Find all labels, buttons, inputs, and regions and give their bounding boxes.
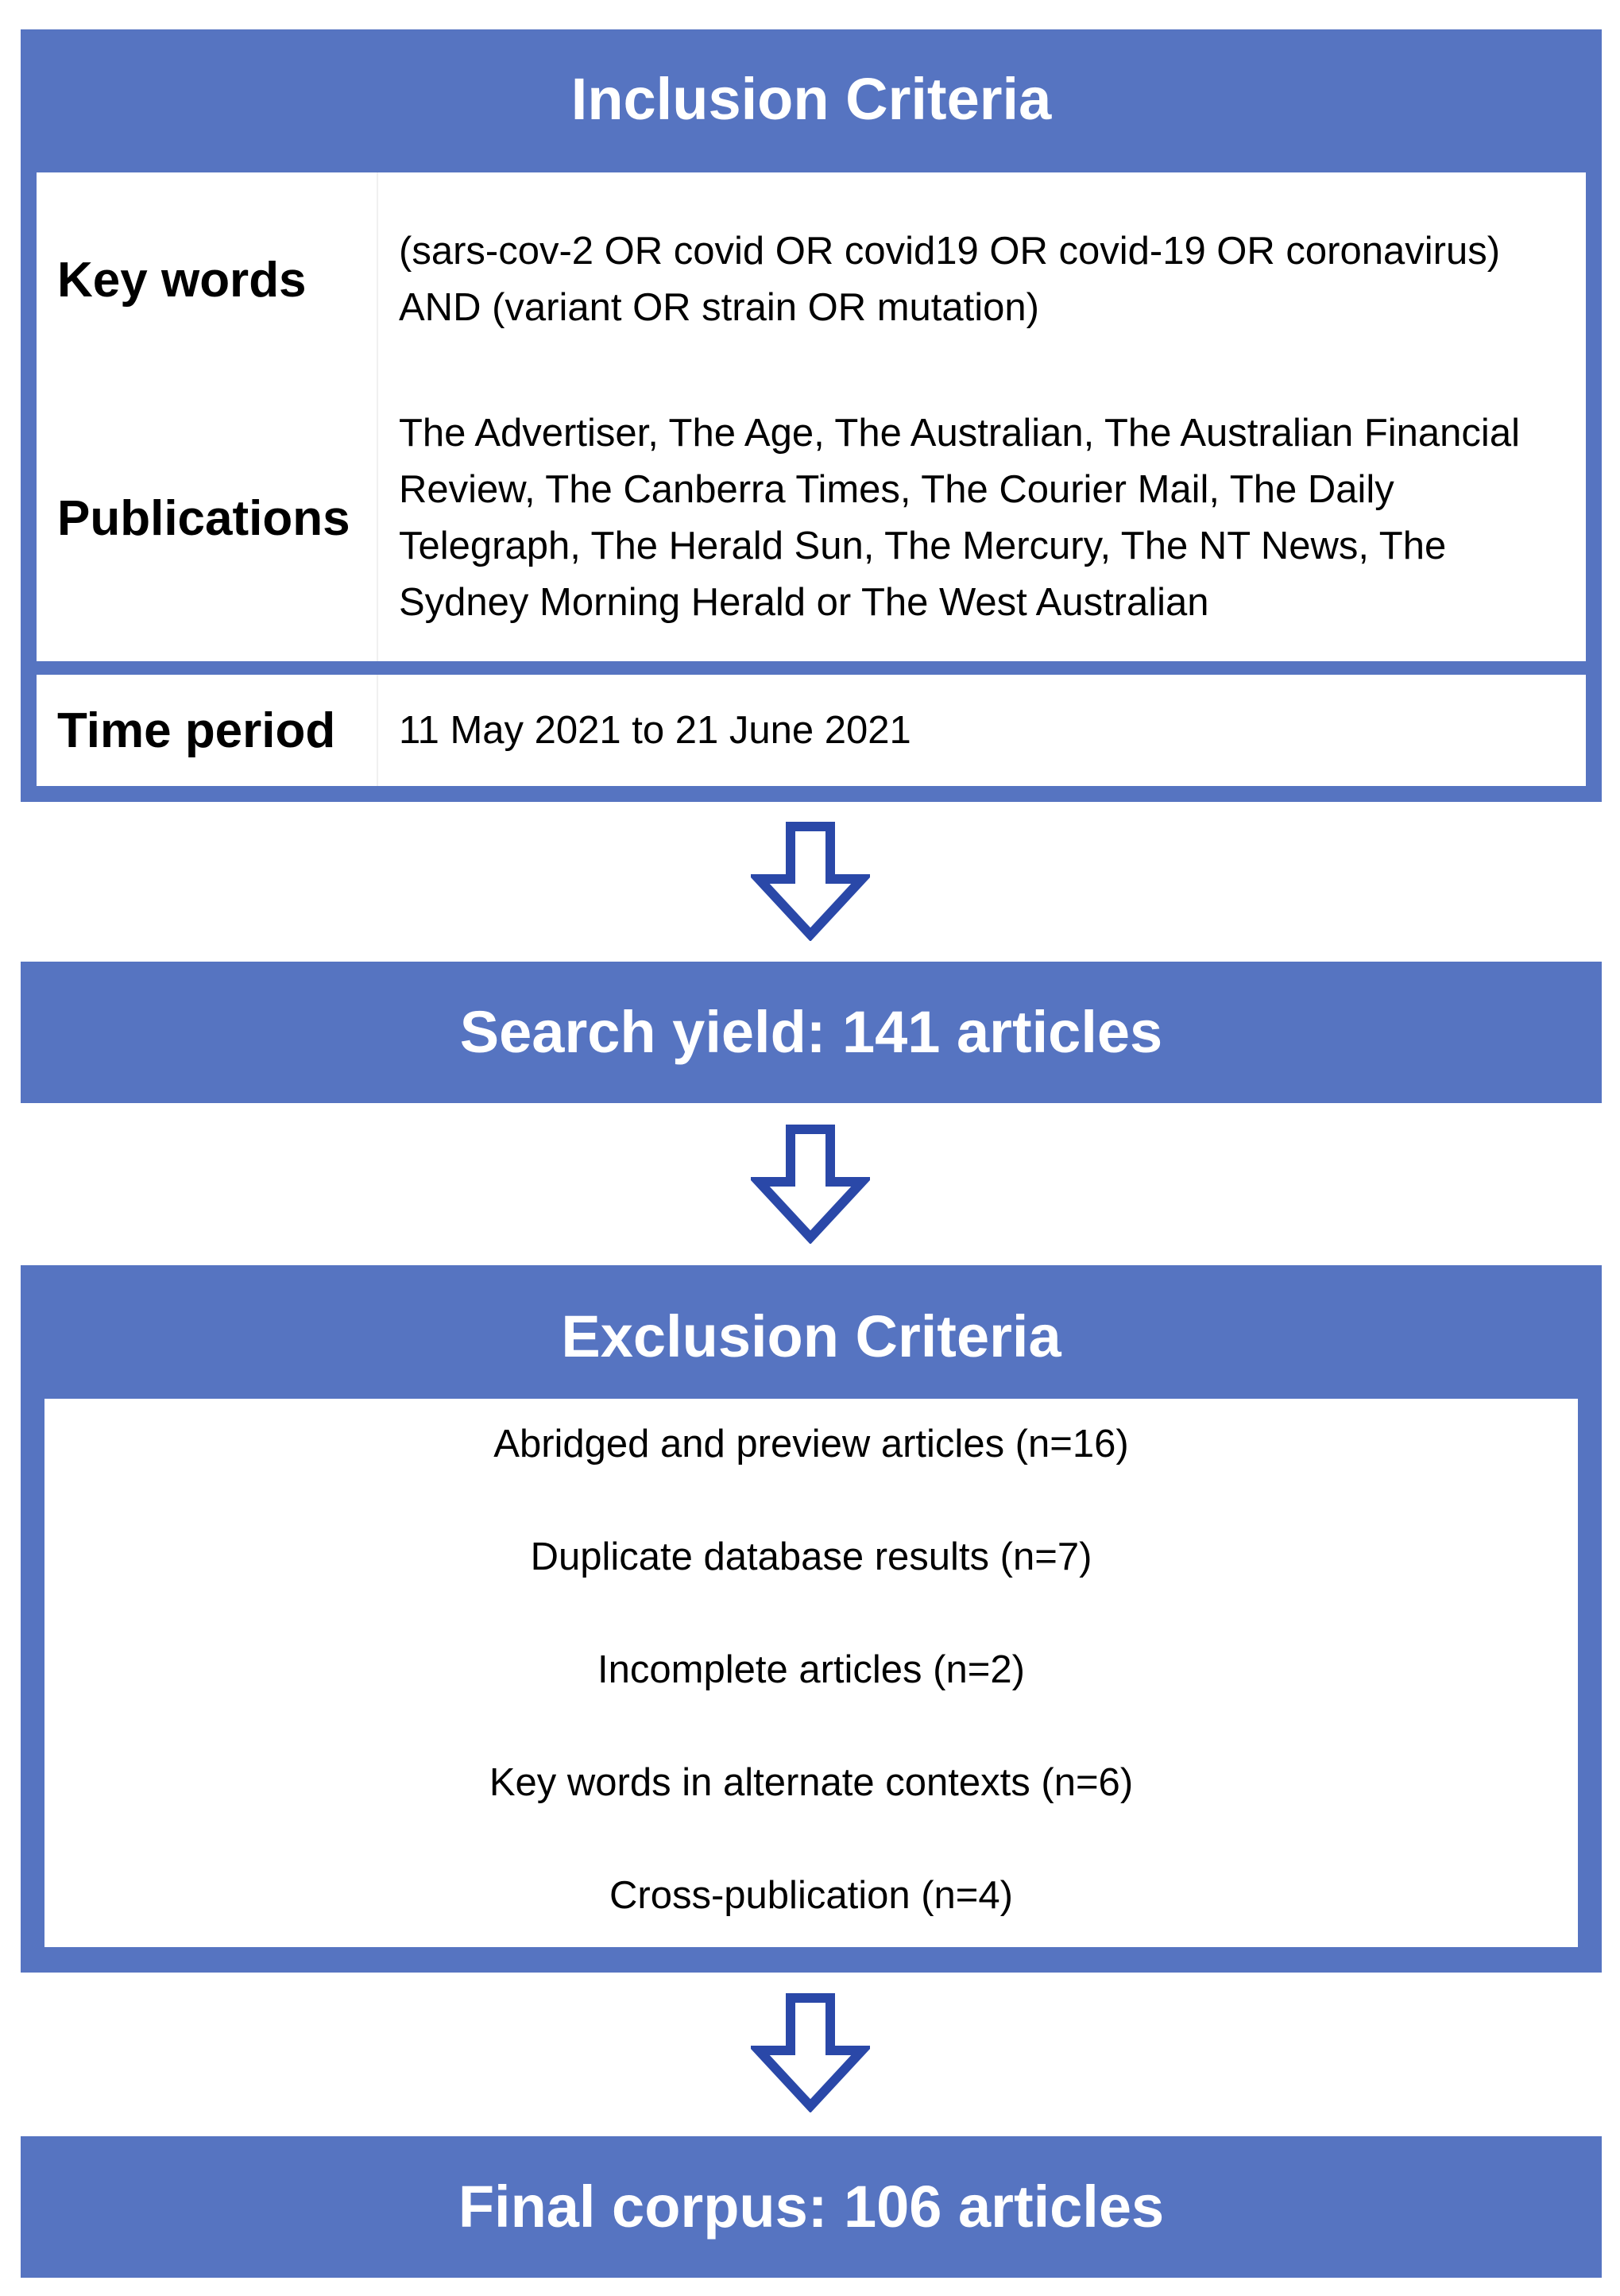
time-period-value: 11 May 2021 to 21 June 2021	[399, 708, 911, 752]
key-words-row	[37, 172, 1586, 387]
publications-value: The Advertiser, The Age, The Australian, The Australian Financial Review, The Canberra Times, The Courier Mail, The Daily Telegraph, The Herald Sun, The Mercury, The NT News, The Sydney Morning Herald or The West Australian	[399, 412, 1520, 624]
publications-row	[37, 375, 1586, 661]
exclusion-item: Duplicate database results (n=7)	[530, 1535, 1092, 1578]
exclusion-list	[44, 1399, 1578, 1947]
down-arrow-icon	[751, 822, 870, 941]
search-yield-bar: Search yield: 141 articles	[21, 962, 1602, 1103]
exclusion-item: Incomplete articles (n=2)	[597, 1648, 1025, 1691]
key-words-value: (sars-cov-2 OR covid OR covid19 OR covid-19 OR coronavirus) AND (variant OR strain OR mutation)	[399, 230, 1501, 329]
exclusion-item: Abridged and preview articles (n=16)	[493, 1423, 1129, 1465]
exclusion-criteria-title: Exclusion Criteria	[561, 1303, 1061, 1369]
inclusion-criteria-title: Inclusion Criteria	[570, 66, 1052, 132]
exclusion-item: Key words in alternate contexts (n=6)	[489, 1761, 1134, 1804]
time-period-row	[37, 675, 1586, 786]
key-words-label: Key words	[37, 172, 378, 387]
inclusion-criteria-panel	[21, 29, 1602, 802]
exclusion-item: Cross-publication (n=4)	[609, 1874, 1013, 1917]
down-arrow-icon	[751, 1125, 870, 1244]
publications-label: Publications	[37, 375, 378, 661]
time-period-label: Time period	[37, 675, 378, 786]
final-corpus-bar: Final corpus: 106 articles	[21, 2136, 1602, 2278]
down-arrow-icon	[751, 1993, 870, 2112]
exclusion-criteria-panel	[21, 1265, 1602, 1973]
